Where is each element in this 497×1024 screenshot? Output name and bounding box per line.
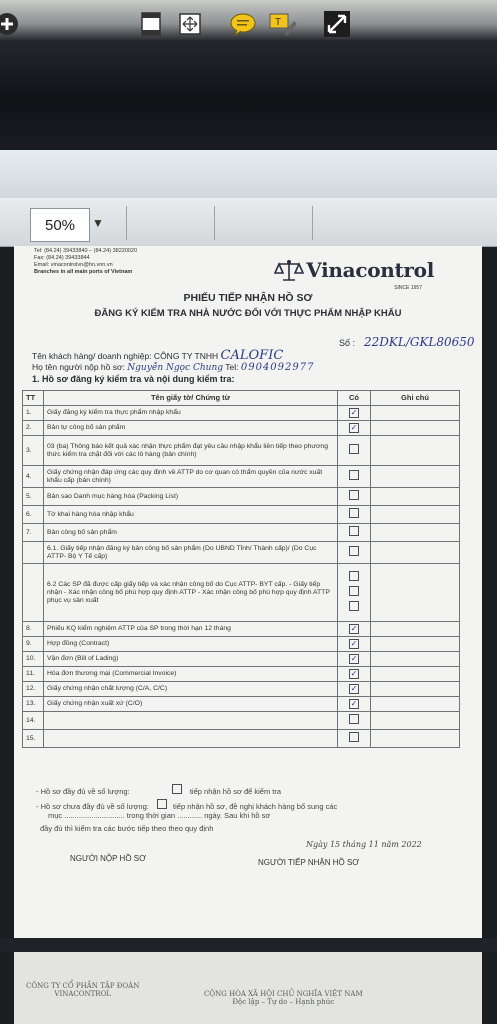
row-number: 15. bbox=[23, 730, 44, 748]
row-note bbox=[371, 682, 460, 697]
row-number: 11. bbox=[23, 667, 44, 682]
complete-text: tiếp nhận hồ sơ để kiểm tra bbox=[189, 787, 282, 796]
row-number: 5. bbox=[23, 488, 44, 506]
fullscreen-icon[interactable] bbox=[322, 8, 352, 40]
submitter-value: Nguyễn Ngọc Chung bbox=[127, 363, 224, 373]
column-header: Có bbox=[338, 391, 371, 406]
row-note bbox=[371, 406, 460, 421]
submitter-signature-label: NGƯỜI NỘP HỒ SƠ bbox=[70, 854, 146, 863]
contact-phone: Tel: (84.24) 39433840 – (84.24) 38220020 bbox=[34, 248, 138, 254]
incomplete-detail: mục ............................. trong thời gian ............ ngày. Sau khi hồ sơ bbox=[48, 811, 271, 820]
table-row bbox=[23, 652, 460, 667]
row-number: 10. bbox=[23, 652, 44, 667]
viewer-title-area bbox=[0, 150, 497, 198]
row-note bbox=[371, 667, 460, 682]
checkbox[interactable] bbox=[172, 784, 182, 794]
checkbox[interactable] bbox=[349, 470, 359, 480]
contact-block bbox=[34, 248, 137, 276]
row-number bbox=[23, 564, 44, 622]
customer-value: CALOFIC bbox=[220, 348, 284, 363]
complete-line bbox=[36, 784, 281, 796]
row-number: 6. bbox=[23, 506, 44, 524]
row-note bbox=[371, 421, 460, 436]
number-label: Số : bbox=[339, 338, 356, 348]
section-title: 1. Hồ sơ đăng ký kiểm tra và nội dung kiểm tra: bbox=[32, 374, 235, 384]
row-document-name: Giấy chứng nhận xuất xứ (C/O) bbox=[44, 697, 338, 712]
table-row bbox=[23, 622, 460, 637]
zoom-level-field[interactable]: 50% bbox=[30, 208, 90, 242]
complete-label: - Hồ sơ đầy đủ về số lượng: bbox=[36, 787, 130, 796]
row-note bbox=[371, 712, 460, 730]
table-row bbox=[23, 564, 460, 622]
row-document-name bbox=[44, 712, 338, 730]
table-row bbox=[23, 682, 460, 697]
row-note bbox=[371, 436, 460, 466]
document-subtitle: ĐĂNG KÝ KIỂM TRA NHÀ NƯỚC ĐỐI VỚI THỰC PHẨM NHẬP KHẨU bbox=[94, 308, 402, 319]
checkbox[interactable] bbox=[349, 586, 359, 596]
checkbox[interactable] bbox=[349, 508, 359, 518]
row-note bbox=[371, 730, 460, 748]
row-note bbox=[371, 466, 460, 488]
documents-table bbox=[22, 390, 460, 748]
document-page bbox=[14, 246, 482, 938]
table-row bbox=[23, 406, 460, 421]
row-document-name: Bản công bố sản phẩm bbox=[44, 524, 338, 542]
column-header: TT bbox=[23, 391, 44, 406]
row-number: 7. bbox=[23, 524, 44, 542]
incomplete-label: - Hồ sơ chưa đầy đủ về số lượng: bbox=[36, 802, 149, 811]
row-note bbox=[371, 542, 460, 564]
submitter-row bbox=[32, 362, 314, 373]
checkbox[interactable] bbox=[349, 490, 359, 500]
row-note bbox=[371, 488, 460, 506]
table-header-row bbox=[23, 391, 460, 406]
monitor-bezel-band bbox=[0, 40, 497, 150]
fit-width-icon[interactable] bbox=[175, 8, 205, 40]
row-note bbox=[371, 622, 460, 637]
toolbar-separator bbox=[312, 206, 313, 240]
add-icon[interactable] bbox=[0, 8, 22, 40]
row-document-name: 6.2 Các SP đã được cấp giấy tiếp và xác nhận công bố do Cục ATTP- BYT cấp. - Giấy tiếp nhận - Xác nhận công bố phù hợp quy định ATTP - Xác nhận công bố phù hợp quy định ATTP phục vụ sản xuất bbox=[44, 564, 338, 622]
row-document-name: Giấy đăng ký kiểm tra thực phẩm nhập khẩu bbox=[44, 406, 338, 421]
row-number: 8. bbox=[23, 622, 44, 637]
motto-line: CỘNG HÒA XÃ HỘI CHỦ NGHĨA VIỆT NAM bbox=[204, 990, 363, 998]
table-row bbox=[23, 697, 460, 712]
tel-value: 0904092977 bbox=[240, 362, 315, 373]
row-document-name bbox=[44, 730, 338, 748]
incomplete-text: tiếp nhận hồ sơ, đề nghị khách hàng bổ sung các bbox=[173, 802, 338, 811]
checkbox[interactable]: ✓ bbox=[350, 699, 358, 708]
receiver-signature-label: NGƯỜI TIẾP NHẬN HỒ SƠ bbox=[258, 858, 360, 867]
table-row bbox=[23, 506, 460, 524]
row-document-name: 6.1. Giấy tiếp nhận đăng ký bản công bố sản phẩm (Do UBND Tỉnh/ Thành cấp)/ (Do Cục ATTP- Bộ Y Tế cấp) bbox=[44, 542, 338, 564]
checkbox[interactable]: ✓ bbox=[350, 684, 358, 693]
tel-label: Tel: bbox=[225, 362, 239, 372]
company-name-line: VINACONTROL bbox=[54, 990, 111, 998]
checkbox[interactable]: ✓ bbox=[350, 639, 358, 648]
row-note bbox=[371, 506, 460, 524]
row-document-name: Bản tự công bố sản phẩm bbox=[44, 421, 338, 436]
next-document-page bbox=[14, 952, 482, 1024]
table-row bbox=[23, 488, 460, 506]
contact-fax: Fax: (84.24) 39433844 bbox=[34, 255, 90, 261]
date-line: Ngày 15 tháng 11 năm 2022 bbox=[306, 840, 422, 849]
table-row bbox=[23, 524, 460, 542]
toolbar-separator bbox=[126, 206, 127, 240]
number-value: 22DKL/GKL80650 bbox=[364, 335, 475, 349]
svg-text:T: T bbox=[275, 17, 282, 28]
column-header: Tên giấy tờ/ Chứng từ bbox=[44, 391, 338, 406]
checkbox[interactable]: ✓ bbox=[350, 669, 358, 678]
table-row bbox=[23, 542, 460, 564]
next-page-company bbox=[26, 982, 139, 998]
checkbox[interactable] bbox=[157, 799, 167, 809]
row-number: 4. bbox=[23, 466, 44, 488]
highlight-text-icon[interactable] bbox=[268, 8, 298, 40]
table-row bbox=[23, 466, 460, 488]
row-document-name: Tờ khai hàng hóa nhập khẩu bbox=[44, 506, 338, 524]
comment-icon[interactable] bbox=[228, 8, 258, 40]
dropdown-arrow-icon[interactable]: ▼ bbox=[92, 216, 104, 230]
follow-up-text: đầy đủ thì kiểm tra các bước tiếp theo theo quy định bbox=[40, 824, 214, 833]
row-number: 13. bbox=[23, 697, 44, 712]
logo-text: Vinacontrol bbox=[306, 258, 434, 282]
company-name-line: CÔNG TY CỔ PHẦN TẬP ĐOÀN bbox=[26, 982, 140, 990]
vinacontrol-logo bbox=[274, 258, 434, 282]
table-row bbox=[23, 421, 460, 436]
customer-label: Tên khách hàng/ doanh nghiệp: CÔNG TY TNHH bbox=[32, 351, 219, 361]
row-note bbox=[371, 697, 460, 712]
table-row bbox=[23, 637, 460, 652]
row-document-name: Giấy chứng nhận đáp ứng các quy định về ATTP do cơ quan có thẩm quyền của nước xuất khẩu cấp (bản chính) bbox=[44, 466, 338, 488]
checkbox[interactable] bbox=[349, 732, 359, 742]
page-gap bbox=[0, 938, 497, 952]
row-number: 1. bbox=[23, 406, 44, 421]
row-document-name: Vận đơn (Bill of Lading) bbox=[44, 652, 338, 667]
submitter-label: Họ tên người nộp hồ sơ: bbox=[32, 362, 125, 372]
row-number: 3. bbox=[23, 436, 44, 466]
document-title: PHIẾU TIẾP NHẬN HỒ SƠ bbox=[183, 292, 313, 304]
row-document-name: Bản sao Danh mục hàng hóa (Packing List) bbox=[44, 488, 338, 506]
checkbox[interactable] bbox=[349, 444, 359, 454]
row-number: 2. bbox=[23, 421, 44, 436]
table-row bbox=[23, 436, 460, 466]
customer-row bbox=[32, 348, 283, 363]
table-row bbox=[23, 730, 460, 748]
table-row bbox=[23, 667, 460, 682]
contact-email: Email: vinacontrolvn@hn.vnn.vn bbox=[34, 262, 113, 268]
row-note bbox=[371, 637, 460, 652]
checkbox[interactable]: ✓ bbox=[350, 423, 358, 432]
logo-subtext: SINCE 1957 bbox=[394, 285, 422, 291]
row-note bbox=[371, 652, 460, 667]
contact-branches: Branches in all main ports of Vietnam bbox=[34, 269, 133, 275]
row-number bbox=[23, 542, 44, 564]
row-note bbox=[371, 564, 460, 622]
row-number: 9. bbox=[23, 637, 44, 652]
row-number: 14. bbox=[23, 712, 44, 730]
checkbox[interactable] bbox=[349, 714, 359, 724]
row-note bbox=[371, 524, 460, 542]
checkbox[interactable]: ✓ bbox=[350, 408, 358, 417]
row-number: 12. bbox=[23, 682, 44, 697]
row-document-name: Hợp đồng (Contract) bbox=[44, 637, 338, 652]
checkbox[interactable] bbox=[349, 571, 359, 581]
fit-page-icon[interactable] bbox=[136, 8, 166, 40]
next-page-motto bbox=[204, 990, 363, 1006]
motto-line: Độc lập – Tự do – Hạnh phúc bbox=[232, 998, 335, 1006]
checkbox[interactable] bbox=[349, 546, 359, 556]
checkbox[interactable]: ✓ bbox=[350, 624, 358, 633]
checkbox[interactable]: ✓ bbox=[350, 654, 358, 663]
checkbox[interactable] bbox=[349, 601, 359, 611]
column-header: Ghi chú bbox=[371, 391, 460, 406]
table-row bbox=[23, 712, 460, 730]
checkbox[interactable] bbox=[349, 526, 359, 536]
incomplete-line bbox=[36, 799, 337, 811]
row-document-name: Giấy chứng nhận chất lượng (C/A, C/C) bbox=[44, 682, 338, 697]
scales-logo-icon bbox=[274, 258, 304, 282]
row-document-name: Phiếu KQ kiểm nghiệm ATTP của SP trong thời hạn 12 tháng bbox=[44, 622, 338, 637]
row-document-name: 03 (ba) Thông báo kết quả xác nhận thực phẩm đạt yêu cầu nhập khẩu liên tiếp theo phương thức kiểm tra chặt đối với các lô hàng (bản chính) bbox=[44, 436, 338, 466]
toolbar-separator bbox=[214, 206, 215, 240]
row-document-name: Hóa đơn thương mại (Commercial Invoice) bbox=[44, 667, 338, 682]
